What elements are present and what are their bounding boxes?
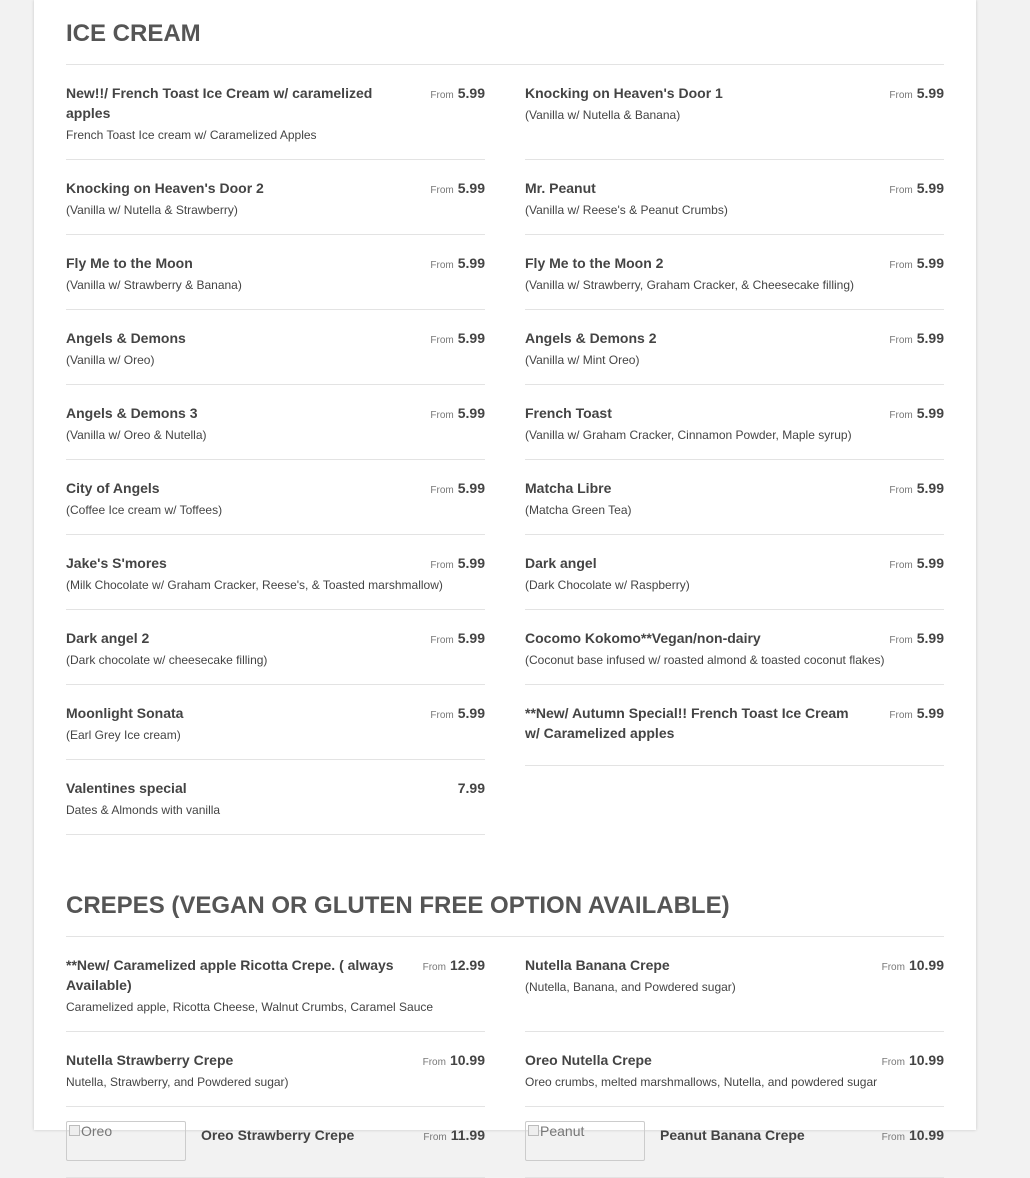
item-name: Oreo Strawberry Crepe — [201, 1127, 355, 1143]
price-amount: 5.99 — [916, 85, 944, 101]
from-label: From — [889, 410, 913, 421]
item-name: Dark angel — [525, 555, 597, 571]
item-name: French Toast — [525, 405, 612, 421]
item-price — [430, 628, 485, 651]
menu-item[interactable] — [66, 685, 485, 760]
menu-item[interactable] — [66, 310, 485, 385]
price-amount: 7.99 — [457, 780, 485, 796]
price-amount: 10.99 — [908, 957, 944, 973]
item-price — [889, 553, 944, 576]
menu-item[interactable] — [525, 610, 944, 685]
menu-item[interactable] — [66, 535, 485, 610]
menu-item[interactable] — [66, 760, 485, 835]
item-price — [423, 1050, 485, 1073]
item-description: (Vanilla w/ Strawberry & Banana) — [66, 278, 242, 292]
menu-item[interactable] — [525, 535, 944, 610]
ice-cream-section — [66, 18, 944, 835]
item-description: French Toast Ice cream w/ Caramelized Apples — [66, 128, 317, 142]
price-amount: 5.99 — [457, 85, 485, 101]
item-name: Valentines special — [66, 780, 187, 796]
item-name: Oreo Nutella Crepe — [525, 1052, 652, 1068]
from-label: From — [422, 962, 446, 973]
price-amount: 10.99 — [908, 1127, 944, 1143]
item-name: Angels & Demons 3 — [66, 405, 198, 421]
from-label: From — [430, 335, 454, 346]
from-label: From — [889, 485, 913, 496]
item-name: Fly Me to the Moon 2 — [525, 255, 664, 271]
item-description: (Vanilla w/ Reese's & Peanut Crumbs) — [525, 203, 728, 217]
menu-item[interactable] — [66, 460, 485, 535]
item-price — [882, 955, 944, 978]
from-label: From — [430, 710, 454, 721]
item-price — [889, 253, 944, 276]
item-price — [889, 628, 944, 651]
from-label: From — [430, 485, 454, 496]
from-label: From — [881, 962, 905, 973]
menu-item[interactable] — [66, 1107, 485, 1178]
price-amount: 5.99 — [457, 630, 485, 646]
item-price — [430, 253, 485, 276]
menu-item[interactable] — [525, 937, 944, 1032]
item-description: (Milk Chocolate w/ Graham Cracker, Reese's, & Toasted marshmallow) — [66, 578, 443, 592]
price-amount: 10.99 — [908, 1052, 944, 1068]
price-amount: 5.99 — [916, 555, 944, 571]
menu-item[interactable] — [66, 1032, 485, 1107]
from-label: From — [881, 1057, 905, 1068]
price-amount: 5.99 — [916, 255, 944, 271]
item-price — [430, 478, 485, 501]
item-name: Knocking on Heaven's Door 2 — [66, 180, 264, 196]
price-amount: 5.99 — [916, 705, 944, 721]
menu-item[interactable] — [66, 235, 485, 310]
item-description: (Nutella, Banana, and Powdered sugar) — [525, 980, 736, 994]
item-description: (Vanilla w/ Mint Oreo) — [525, 353, 640, 367]
item-description: (Vanilla w/ Graham Cracker, Cinnamon Powder, Maple syrup) — [525, 428, 852, 442]
from-label: From — [889, 185, 913, 196]
menu-item[interactable] — [525, 65, 944, 160]
menu-panel — [34, 0, 976, 1143]
item-description: (Dark chocolate w/ cheesecake filling) — [66, 653, 268, 667]
item-description: (Vanilla w/ Nutella & Strawberry) — [66, 203, 238, 217]
price-amount: 5.99 — [457, 405, 485, 421]
crepes-section — [66, 890, 944, 1178]
crepes-left-column — [66, 937, 485, 1178]
from-label: From — [430, 260, 454, 271]
menu-item[interactable] — [525, 235, 944, 310]
item-price — [889, 178, 944, 201]
price-amount: 10.99 — [449, 1052, 485, 1068]
item-photo — [66, 1121, 186, 1161]
menu-item[interactable] — [66, 160, 485, 235]
item-price — [889, 703, 944, 726]
menu-item[interactable] — [525, 1032, 944, 1107]
menu-item[interactable] — [525, 460, 944, 535]
from-label: From — [430, 90, 454, 101]
item-name: Jake's S'mores — [66, 555, 167, 571]
price-amount: 5.99 — [457, 180, 485, 196]
item-name: **New/ Caramelized apple Ricotta Crepe. ( always Available) — [66, 957, 394, 993]
menu-item[interactable] — [66, 937, 485, 1032]
from-label: From — [881, 1132, 905, 1143]
from-label: From — [423, 1132, 447, 1143]
photo-alt-text: Peanut — [540, 1123, 585, 1139]
item-description: Nutella, Strawberry, and Powdered sugar) — [66, 1075, 289, 1089]
item-name: **New/ Autumn Special!! French Toast Ice Cream w/ Caramelized apples — [525, 705, 849, 741]
section-title: CREPES (VEGAN OR GLUTEN FREE OPTION AVAILABLE) — [66, 892, 730, 919]
item-name: Angels & Demons — [66, 330, 186, 346]
item-price — [430, 83, 485, 106]
from-label: From — [430, 410, 454, 421]
item-price — [423, 955, 485, 978]
item-name: Angels & Demons 2 — [525, 330, 657, 346]
broken-image-icon — [69, 1125, 80, 1136]
item-price — [430, 328, 485, 351]
from-label: From — [430, 185, 454, 196]
ice-cream-left-column — [66, 65, 485, 835]
item-name: Mr. Peanut — [525, 180, 596, 196]
item-description: (Vanilla w/ Nutella & Banana) — [525, 108, 681, 122]
price-amount: 5.99 — [457, 480, 485, 496]
price-amount: 5.99 — [457, 705, 485, 721]
from-label: From — [889, 710, 913, 721]
from-label: From — [430, 635, 454, 646]
item-description: (Coffee Ice cream w/ Toffees) — [66, 503, 223, 517]
item-name: Cocomo Kokomo**Vegan/non-dairy — [525, 630, 761, 646]
item-name: City of Angels — [66, 480, 160, 496]
item-price — [889, 328, 944, 351]
item-price — [430, 553, 485, 576]
item-price — [889, 478, 944, 501]
item-name: Nutella Strawberry Crepe — [66, 1052, 234, 1068]
price-amount: 5.99 — [457, 255, 485, 271]
item-description: (Vanilla w/ Strawberry, Graham Cracker, & Cheesecake filling) — [525, 278, 855, 292]
item-description: Dates & Almonds with vanilla — [66, 803, 221, 817]
item-name: Fly Me to the Moon — [66, 255, 193, 271]
menu-item[interactable] — [66, 65, 485, 160]
price-amount: 5.99 — [916, 330, 944, 346]
section-title: ICE CREAM — [66, 20, 201, 47]
item-price — [430, 403, 485, 426]
item-description: (Coconut base infused w/ roasted almond & toasted coconut flakes) — [525, 653, 885, 667]
item-name: Peanut Banana Crepe — [660, 1127, 805, 1143]
price-amount: 5.99 — [916, 405, 944, 421]
menu-item[interactable] — [525, 310, 944, 385]
menu-item[interactable] — [525, 160, 944, 235]
from-label: From — [889, 335, 913, 346]
price-amount: 5.99 — [457, 330, 485, 346]
item-name: Dark angel 2 — [66, 630, 150, 646]
price-amount: 5.99 — [916, 630, 944, 646]
price-amount: 12.99 — [449, 957, 485, 973]
from-label: From — [889, 90, 913, 101]
price-amount: 11.99 — [450, 1127, 485, 1143]
item-price — [889, 403, 944, 426]
item-price — [882, 1050, 944, 1073]
crepes-right-column — [525, 937, 944, 1178]
item-name: Moonlight Sonata — [66, 705, 184, 721]
menu-item[interactable] — [66, 385, 485, 460]
photo-alt-text: Oreo — [81, 1123, 113, 1139]
item-price — [430, 178, 485, 201]
ice-cream-right-column — [525, 65, 944, 835]
item-price — [882, 1125, 944, 1148]
menu-item[interactable] — [525, 1107, 944, 1178]
from-label: From — [889, 635, 913, 646]
price-amount: 5.99 — [916, 480, 944, 496]
from-label: From — [889, 560, 913, 571]
item-name: Knocking on Heaven's Door 1 — [525, 85, 723, 101]
item-description: Oreo crumbs, melted marshmallows, Nutella, and powdered sugar — [525, 1075, 878, 1089]
price-amount: 5.99 — [916, 180, 944, 196]
from-label: From — [422, 1057, 446, 1068]
menu-item[interactable] — [66, 610, 485, 685]
menu-item[interactable] — [525, 685, 944, 766]
item-name: Matcha Libre — [525, 480, 612, 496]
from-label: From — [430, 560, 454, 571]
item-price — [430, 703, 485, 726]
item-description: (Vanilla w/ Oreo) — [66, 353, 155, 367]
item-description: Caramelized apple, Ricotta Cheese, Walnut Crumbs, Caramel Sauce — [66, 1000, 434, 1014]
from-label: From — [889, 260, 913, 271]
item-name: New!!/ French Toast Ice Cream w/ caramelized apples — [66, 85, 373, 121]
item-description: (Earl Grey Ice cream) — [66, 728, 181, 742]
item-description: (Dark Chocolate w/ Raspberry) — [525, 578, 690, 592]
item-price — [423, 1125, 485, 1148]
item-price — [454, 778, 485, 801]
item-photo — [525, 1121, 645, 1161]
item-price — [889, 83, 944, 106]
broken-image-icon — [528, 1125, 539, 1136]
item-name: Nutella Banana Crepe — [525, 957, 670, 973]
price-amount: 5.99 — [457, 555, 485, 571]
item-description: (Matcha Green Tea) — [525, 503, 632, 517]
menu-item[interactable] — [525, 385, 944, 460]
item-description: (Vanilla w/ Oreo & Nutella) — [66, 428, 207, 442]
